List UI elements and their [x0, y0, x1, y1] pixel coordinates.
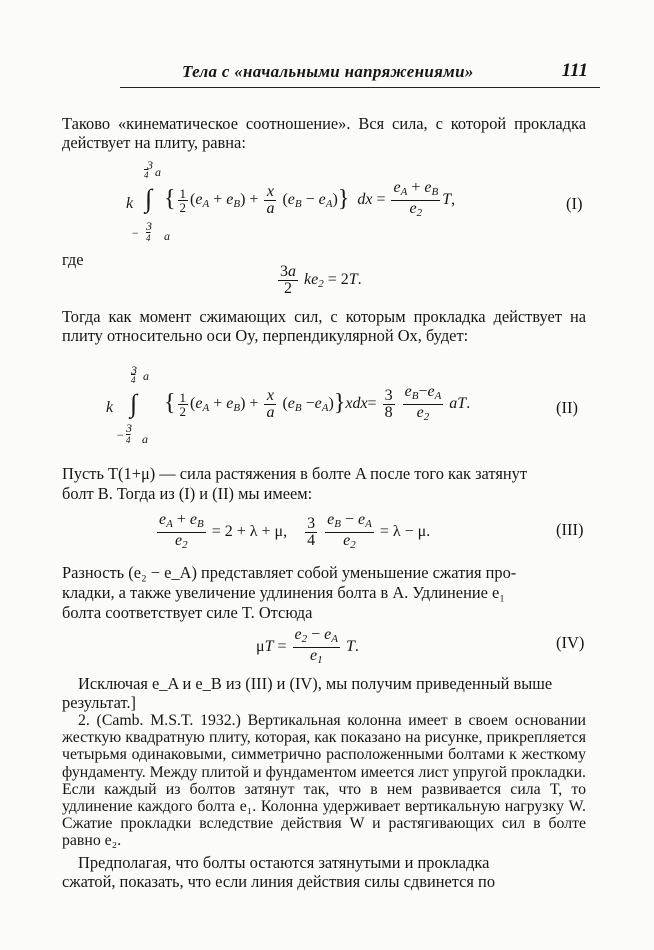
paragraph-2: Тогда как момент сжимающих сил, с которым прокладка действует на плиту относительно оси Oy, перпендикулярной Ox, будет:	[62, 307, 586, 345]
paragraph-5-line-1: Исключая e_A и e_B из (III) и (IV), мы получим приведенный выше	[78, 674, 553, 693]
equation-3-label: (III)	[556, 520, 584, 539]
paragraph-4-line-3: болта соответствует силе T. Отсюда	[62, 603, 313, 622]
paragraph-3-line-1: Пусть T(1+μ) — сила растяжения в болте A после того как затянут	[62, 464, 528, 483]
paragraph-6: 2. (Camb. M.S.T. 1932.) Вертикальная колонна имеет в своем основании жесткую квадратную плиту, которая, как показано на рисунке, прикрепляется четырьмя одинаковыми, симметрично расположенными болтами к жесткому фундаменту. Между плитой и фундаментом имеется лист упругой прокладки. Если каждый из болтов затянут так, что в нем развивается сила T, то удлинение каждого болта e₁. Колонна удерживает вертикальную нагрузку W. Сжатие прокладки вследствие действия W и растягивающих сил в болте равно e₂.	[62, 712, 586, 850]
equation-2-label: (II)	[556, 398, 578, 417]
paragraph-3-line-2: болт B. Тогда из (I) и (II) мы имеем:	[62, 484, 313, 503]
header-rule	[120, 87, 600, 88]
equation-1-label: (I)	[566, 194, 583, 213]
paragraph-4-line-1: Разность (e₂ − e_A) представляет собой уменьшение сжатия про-	[62, 563, 517, 582]
paragraph-7-line-1: Предполагая, что болты остаются затянутыми и прокладка	[78, 853, 490, 872]
running-header	[120, 56, 600, 88]
book-page: Тела с «начальными напряжениями» 111 Таково «кинематическое соотношение». Вся сила, с которой прокладка действует на плиту, равна: 3 4 a ∫ k − 3 4 a { $\frac{1}{2}$ $(e_A + e_B)$ + $\frac{x}{a}$ $(e_B - e_A)$} dx = $\frac{e_A + e_B}{e_2}$ T, (I) где $\frac{3a}{2}$ $ke_2 = 2T$. Тогда как момент сжимающих сил, с которым прокладка действует на плиту относительно оси Oy, перпендикулярной Ox, будет: 3 4 a ∫ k − 3 4 a { $\frac{1}{2}$ $(e_A + e_B)$ + $\frac{x}{a}$ $(e_B -e_A)\}xdx=$ $\frac{3}{8}$ $\frac{e_B-e_A}{e_2}$ aT. (II) Пусть T(1+μ) — сила растяжения в болте A после того как затянут болт B. Тогда из (I) и (II) мы имеем: $\frac{e_A + e_B}{e_2}$ = 2 + λ + μ, $\frac{3}{4}$ $\frac{e_B - e_A}{e_2}$ = λ − μ. (III) Разность (e₂ − e_A) представляет собой уменьшение сжатия про- кладки, а также увеличение удлинения болта в A. Удлинение e₁ болта соответствует силе T. Отсюда μT = $\frac{e_2 - e_A}{e_1}$ T. (IV) Исключая e_A и e_B из (III) и (IV), мы получим приведенный выше результат.] 2. (Camb. M.S.T. 1932.) Вертикальная колонна имеет в своем основании жесткую квадратную плиту, которая, как показано на рисунке, прикрепляется четырьмя одинаковыми, симметрично расположенными болтами к жесткому фундаменту. Между плитой и фундаментом имеется лист упругой прокладки. Если каждый из болтов затянут так, что в нем развивается сила T, то удлинение каждого болта e₁. Колонна удерживает вертикальную нагрузку W. Сжатие прокладки вследствие действия W и растягивающих сил в болте равно e₂. Предполагая, что болты остаются затянутыми и прокладка сжатой, показать, что если линия действия силы сдвинется по	[0, 0, 654, 950]
paragraph-7-line-2: сжатой, показать, что если линия действия силы сдвинется по	[62, 872, 496, 891]
where-word: где	[62, 250, 84, 269]
equation-where: $\frac{3a}{2}$ $ke_2 = 2T$.	[280, 263, 362, 297]
paragraph-1: Таково «кинематическое соотношение». Вся сила, с которой прокладка действует на плиту, равна:	[62, 114, 586, 152]
equation-4-label: (IV)	[556, 633, 585, 652]
paragraph-4-line-2: кладки, а также увеличение удлинения болта в A. Удлинение e₁	[62, 583, 505, 602]
page-number: 111	[561, 60, 588, 81]
running-title: Тела с «начальными напряжениями»	[182, 62, 474, 81]
paragraph-5-line-2: результат.]	[62, 693, 137, 712]
